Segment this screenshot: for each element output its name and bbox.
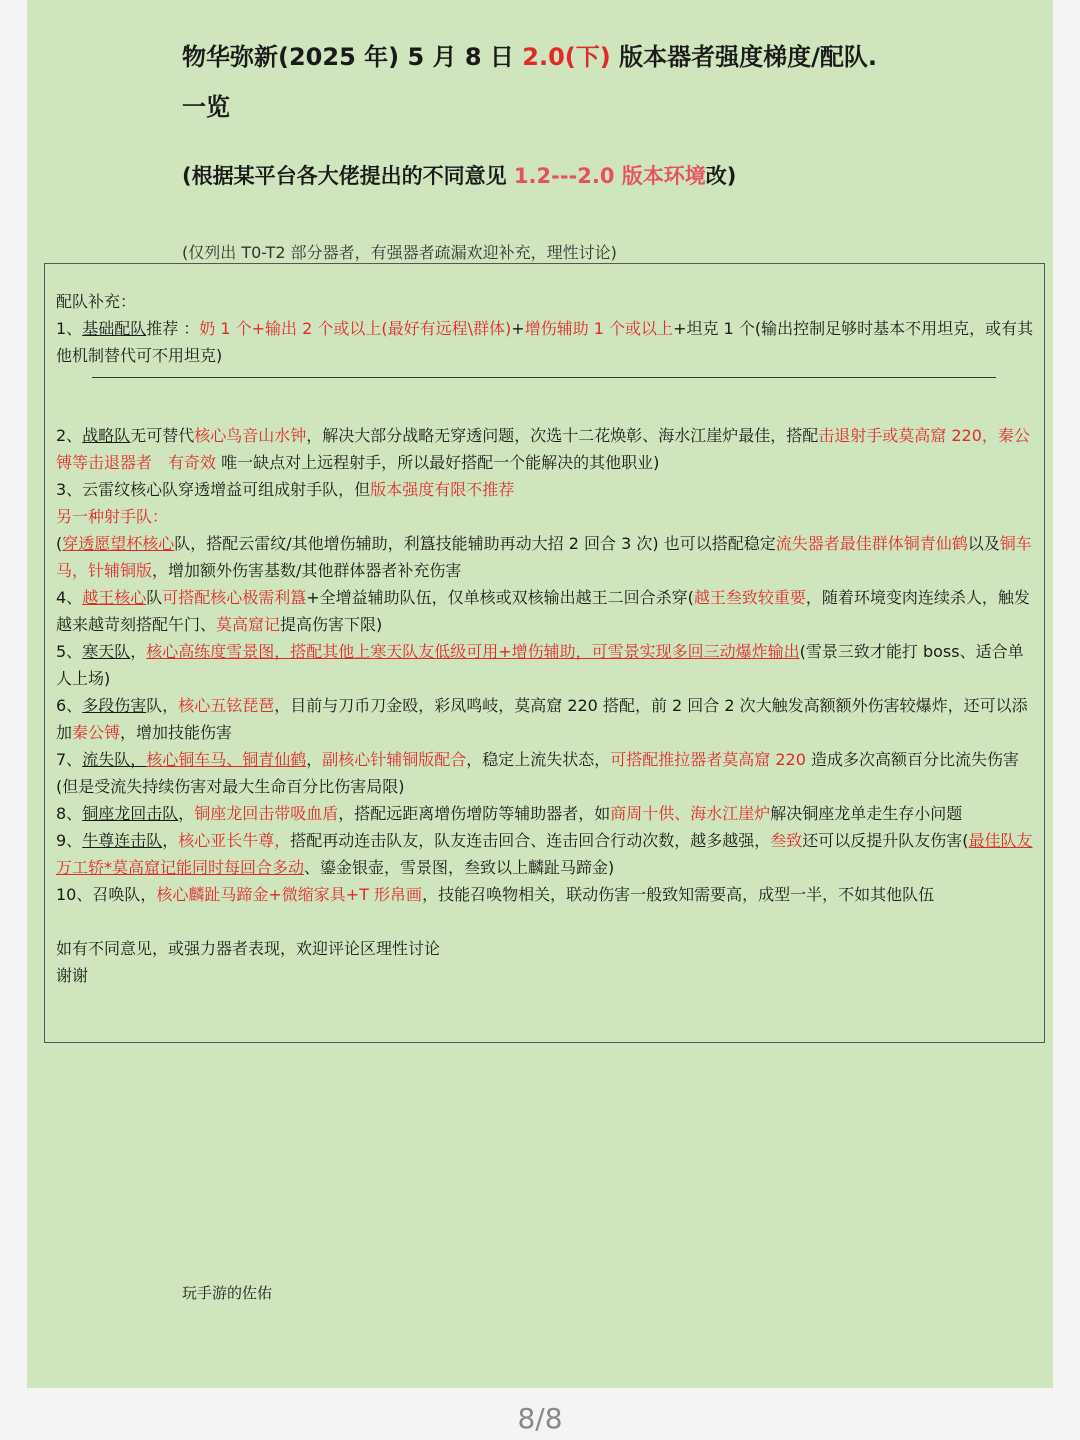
subtitle-highlight: 1.2---2.0 版本环境 bbox=[513, 164, 706, 188]
scope-note: (仅列出 T0-T2 部分器者，有强器者疏漏欢迎补充，理性讨论) bbox=[182, 243, 617, 262]
list-item-4: 4、越王核心队可搭配核心极需利簋+全增益辅助队伍，仅单核或双核输出越王二回合杀穿(越王叁致较重要，随着环境变肉连续杀人，触发越来越苛刻搭配午门、莫高窟记提高伤害下限) bbox=[56, 588, 1030, 634]
list-item-5: 5、寒天队，核心高练度雪景图，搭配其他上寒天队友低级可用+增伤辅助，可雪景实现多回三动爆炸输出(雪景三致才能打 boss、适合单人上场) bbox=[56, 642, 1024, 688]
list-item-3-subheading: 另一种射手队： bbox=[56, 507, 169, 526]
page-indicator: 8/8 bbox=[517, 1402, 563, 1435]
author-signature: 玩手游的佐佑 bbox=[182, 1284, 273, 1302]
title-version-highlight: 2.0(下) bbox=[522, 43, 611, 71]
subtitle-text-b: 改) bbox=[705, 164, 737, 188]
list-item-1: 1、基础配队推荐 ：奶 1 个+输出 2 个或以上(最好有远程\群体)+增伤辅助 1 个或以上+坦克 1 个(输出控制足够时基本不用坦克，或有其他机制替代可不用坦克) bbox=[56, 319, 1034, 365]
list-item-7-note: (但是受流失持续伤害对最大生命百分比伤害局限) bbox=[56, 777, 405, 796]
list-item-3: 3、云雷纹核心队穿透增益可组成射手队，但版本强度有限不推荐 bbox=[56, 480, 515, 499]
list-item-9: 9、牛尊连击队，核心亚长牛尊，搭配再动连击队友，队友连击回合、连击回合行动次数，越多越强，叁致还可以反提升队友伤害(最佳队友万工轿*莫高窟记能同时每回合多动、鎏金银壶，雪景图，叁致以上麟趾马蹄金) bbox=[56, 831, 1033, 877]
subtitle bbox=[182, 160, 1042, 190]
document-page bbox=[27, 0, 1053, 1388]
list-item-6: 6、多段伤害队，核心五铉琵琶，目前与刀币刀金殴，彩凤鸣岐，莫高窟 220 搭配，前 2 回合 2 次大触发高额额外伤害较爆炸，还可以添加秦公镈，增加技能伤害 bbox=[56, 696, 1028, 742]
page-title bbox=[182, 32, 1042, 132]
closing-text: 如有不同意见，或强力器者表现，欢迎评论区理性讨论 bbox=[56, 939, 441, 958]
thanks-text: 谢谢 bbox=[56, 966, 89, 985]
title-text-a: 物华弥新(2025 年) 5 月 8 日 bbox=[182, 43, 523, 71]
box-heading: 配队补充： bbox=[56, 292, 137, 311]
title-text-line2: 一览 bbox=[182, 93, 230, 121]
title-text-b: 版本器者强度梯度/配队. bbox=[610, 43, 877, 71]
list-item-10: 10、召唤队，核心麟趾马蹄金+微缩家具+T 形帛画，技能召唤物相关，联动伤害一般致知需要高，成型一半，不如其他队伍 bbox=[56, 885, 935, 904]
list-item-3-detail: (穿透愿望杯核心队，搭配云雷纹/其他增伤辅助，利簋技能辅助再动大招 2 回合 3 次) 也可以搭配稳定流失器者最佳群体铜青仙鹤以及铜车马，针辅铜版，增加额外伤害基数/其他群体器者补充伤害 bbox=[56, 534, 1032, 580]
list-item-8: 8、铜座龙回击队，铜座龙回击带吸血盾，搭配远距离增伤增防等辅助器者，如商周十供、海水江崖炉解决铜座龙单走生存小问题 bbox=[56, 804, 963, 823]
divider bbox=[92, 377, 996, 378]
list-item-7: 7、流失队，核心铜车马、铜青仙鹤，副核心针辅铜版配合，稳定上流失状态，可搭配推拉器者莫高窟 220 造成多次高额百分比流失伤害 bbox=[56, 750, 1019, 769]
list-item-2: 2、战略队无可替代核心鸟音山水钟，解决大部分战略无穿透问题，次选十二花焕彰、海水江崖炉最佳，搭配击退射手或莫高窟 220，秦公镈等击退器者 有奇效 唯一缺点对上远程射手，所以最好搭配一个能解决的其他职业) bbox=[56, 426, 1030, 472]
team-notes-box bbox=[44, 263, 1045, 1043]
subtitle-text-a: (根据某平台各大佬提出的不同意见 bbox=[182, 164, 514, 188]
